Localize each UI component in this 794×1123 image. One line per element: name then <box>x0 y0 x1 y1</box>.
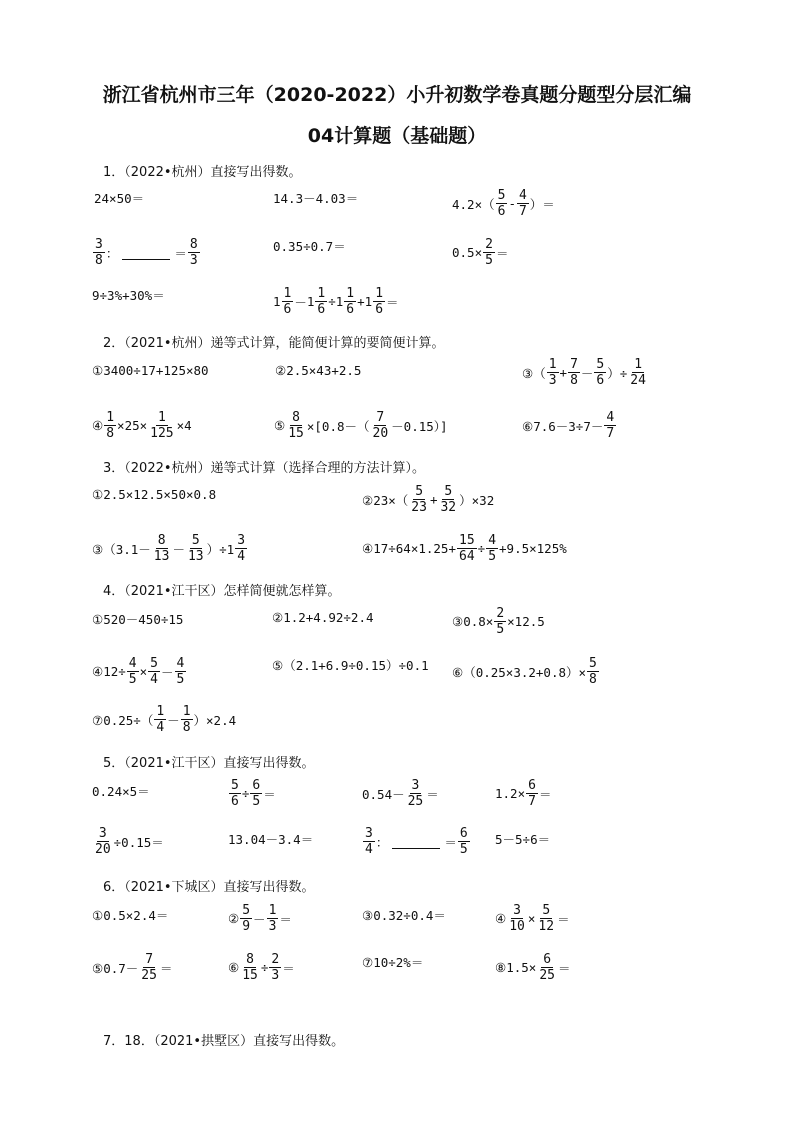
q1-d: 3 8 ： ＝ 8 3 <box>95 237 198 268</box>
fraction: 3 8 <box>95 237 103 268</box>
fraction: 1 4 <box>156 704 165 735</box>
fraction: 6 5 <box>459 826 468 857</box>
fraction: 3 25 <box>407 778 424 809</box>
fraction: 1 6 <box>346 286 355 317</box>
fraction: 5 6 <box>497 188 506 219</box>
fraction: 7 20 <box>372 410 389 441</box>
fraction: $\frac{5}{8}$ <box>589 656 597 687</box>
fraction: $\frac{6}{7}$ <box>528 778 536 809</box>
fraction: $\frac{1}{6}$ <box>317 286 326 317</box>
q3-c: ③（3.1－ 8 13 － 5 13 ）÷1 3 4 <box>92 533 246 564</box>
q6-b: ② 5 9 － 1 3 ＝ <box>228 903 292 934</box>
q5-e: $\frac{3}{20}$ ÷0.15＝ <box>95 826 164 857</box>
fraction: 1 3 <box>548 357 557 388</box>
q6-e: ⑤0.7－ 7 25 ＝ <box>92 952 173 983</box>
q7-heading: 7．18．（2021•拱墅区）直接写出得数。 <box>103 1034 345 1049</box>
fraction: $\frac{8}{15}$ <box>242 952 258 983</box>
fraction: $\frac{1}{24}$ <box>630 357 646 388</box>
q4-d: ④12÷ $\frac{4}{5}$ × $\frac{5}{4}$ － 4 5 <box>92 656 185 687</box>
q3-b: ②23×（ 5 23 + $\frac{5}{32}$ ）×32 <box>362 484 495 515</box>
fraction: $\frac{2}{3}$ <box>271 952 280 983</box>
fraction: 1 3 <box>268 903 277 934</box>
fraction: $\frac{8}{15}$ <box>288 410 304 441</box>
fraction: 5 23 <box>411 484 427 515</box>
q6-f: ⑥ $\frac{8}{15}$ ÷ $\frac{2}{3}$ ＝ <box>228 952 295 983</box>
q1-heading: 1．（2022•杭州）直接写出得数。 <box>103 165 302 180</box>
q5-heading: 5．（2021•江干区）直接写出得数。 <box>103 756 315 771</box>
q2-c: ③（ 1 3 + $\frac{7}{8}$ － 5 6 ）÷ $\frac{1}{24}$ <box>522 357 646 388</box>
q1-e: 0.35÷0.7＝ <box>273 239 346 254</box>
fraction: $\frac{4}{5}$ <box>128 656 137 687</box>
q2-f: ⑥7.6－3÷7－ 4 7 <box>522 410 615 441</box>
q3-d: ④17÷64×1.25+ $\frac{15}{64}$ ÷ $\frac{4}{5}$ +9.5×125% <box>362 533 567 564</box>
q6-g: ⑦10÷2%＝ <box>362 955 424 970</box>
q2-a: ①3400÷17+125×80 <box>92 363 209 378</box>
q5-a: 0.24×5＝ <box>92 784 150 799</box>
q4-c: ③0.8× $\frac{2}{5}$ ×12.5 <box>452 606 545 637</box>
answer-blank <box>122 245 170 260</box>
fraction: $\frac{5}{4}$ <box>150 656 158 687</box>
q4-a: ①520－450÷15 <box>92 612 184 627</box>
q4-e: ⑤（2.1+6.9÷0.15）÷0.1 <box>272 658 429 673</box>
fraction: $\frac{6}{25}$ <box>539 952 555 983</box>
q1-g: 9÷3%+30%＝ <box>92 288 165 303</box>
fraction: 5 6 <box>596 357 605 388</box>
fraction: $\frac{3}{10}$ <box>509 903 525 934</box>
fraction: $\frac{5}{32}$ <box>440 484 457 515</box>
fraction: 4 7 <box>606 410 615 441</box>
fraction: $\frac{2}{5}$ <box>485 237 493 268</box>
q1-b: 14.3－4.03＝ <box>273 191 359 206</box>
fraction: 1 6 <box>375 286 384 317</box>
q5-g: 3 4 ： ＝ 6 5 <box>365 826 468 857</box>
q1-h: 1 1 6 － 1 $\frac{1}{6}$ ÷ 1 1 6 + 1 1 6 ＝ <box>273 286 399 317</box>
fraction: $\frac{6}{5}$ <box>252 778 261 809</box>
fraction: 1 6 <box>283 286 292 317</box>
q5-d: 1.2× $\frac{6}{7}$ ＝ <box>495 778 552 809</box>
q2-e: ⑤ $\frac{8}{15}$ ×[0.8－（ 7 20 －0.15）] <box>274 410 448 441</box>
fraction: 8 3 <box>189 237 198 268</box>
q5-h: 5－5÷6＝ <box>495 832 551 847</box>
q3-a: ①2.5×12.5×50×0.8 <box>92 487 217 502</box>
q6-c: ③0.32÷0.4＝ <box>362 908 446 923</box>
fraction: $\frac{15}{64}$ <box>459 533 475 564</box>
q5-f: 13.04－3.4＝ <box>228 832 314 847</box>
fraction: $\frac{4}{5}$ <box>488 533 497 564</box>
q1-a: 24×50＝ <box>94 191 145 206</box>
page-title: 浙江省杭州市三年（2020-2022）小升初数学卷真题分题型分层汇编 <box>102 84 692 106</box>
answer-blank <box>392 834 440 849</box>
fraction: 7 25 <box>141 952 157 983</box>
q1-f: 0.5× $\frac{2}{5}$ ＝ <box>452 237 509 268</box>
q6-d: ④ $\frac{3}{10}$ × $\frac{5}{12}$ ＝ <box>495 903 570 934</box>
q6-h: ⑧1.5× $\frac{6}{25}$ ＝ <box>495 952 571 983</box>
fraction: $\frac{5}{12}$ <box>538 903 555 934</box>
q2-b: ②2.5×43+2.5 <box>275 363 362 378</box>
q4-b: ②1.2+4.92÷2.4 <box>272 610 374 625</box>
q5-c: 0.54－ 3 25 ＝ <box>362 778 439 809</box>
fraction: 8 13 <box>153 533 170 564</box>
fraction: $\frac{5}{6}$ <box>231 778 239 809</box>
q6-a: ①0.5×2.4＝ <box>92 908 169 923</box>
q5-b: $\frac{5}{6}$ ÷ $\frac{6}{5}$ ＝ <box>231 778 276 809</box>
q3-heading: 3．（2022•杭州）递等式计算（选择合理的方法计算）。 <box>103 461 426 476</box>
q4-heading: 4．（2021•江干区）怎样简便就怎样算。 <box>103 584 341 599</box>
fraction: $\frac{1}{125}$ <box>150 410 174 441</box>
q4-f: ⑥（0.25×3.2+0.8）× $\frac{5}{8}$ <box>452 656 597 687</box>
fraction: 3 4 <box>365 826 373 857</box>
q2-d: ④ $\frac{1}{8}$ ×25× $\frac{1}{125}$ ×4 <box>92 410 192 441</box>
q2-heading: 2．（2021•杭州）递等式计算，能简便计算的要简便计算。 <box>103 336 445 351</box>
fraction: 1 8 <box>182 704 191 735</box>
fraction: $\frac{2}{5}$ <box>496 606 505 637</box>
fraction: $\frac{1}{8}$ <box>106 410 115 441</box>
fraction: $\frac{3}{20}$ <box>95 826 111 857</box>
q4-g: ⑦0.25÷（ 1 4 － 1 8 ）×2.4 <box>92 704 237 735</box>
fraction: 5 13 <box>187 533 204 564</box>
page-subtitle: 04计算题（基础题） <box>307 125 487 147</box>
fraction: 4 5 <box>176 656 185 687</box>
fraction: $\frac{7}{8}$ <box>570 357 578 388</box>
q1-c: 4.2×（ 5 6 - 4 7 ）＝ <box>452 188 555 219</box>
q6-heading: 6．（2021•下城区）直接写出得数。 <box>103 880 315 895</box>
fraction: 4 7 <box>518 188 527 219</box>
fraction: 3 4 <box>237 533 246 564</box>
fraction: 5 9 <box>242 903 251 934</box>
